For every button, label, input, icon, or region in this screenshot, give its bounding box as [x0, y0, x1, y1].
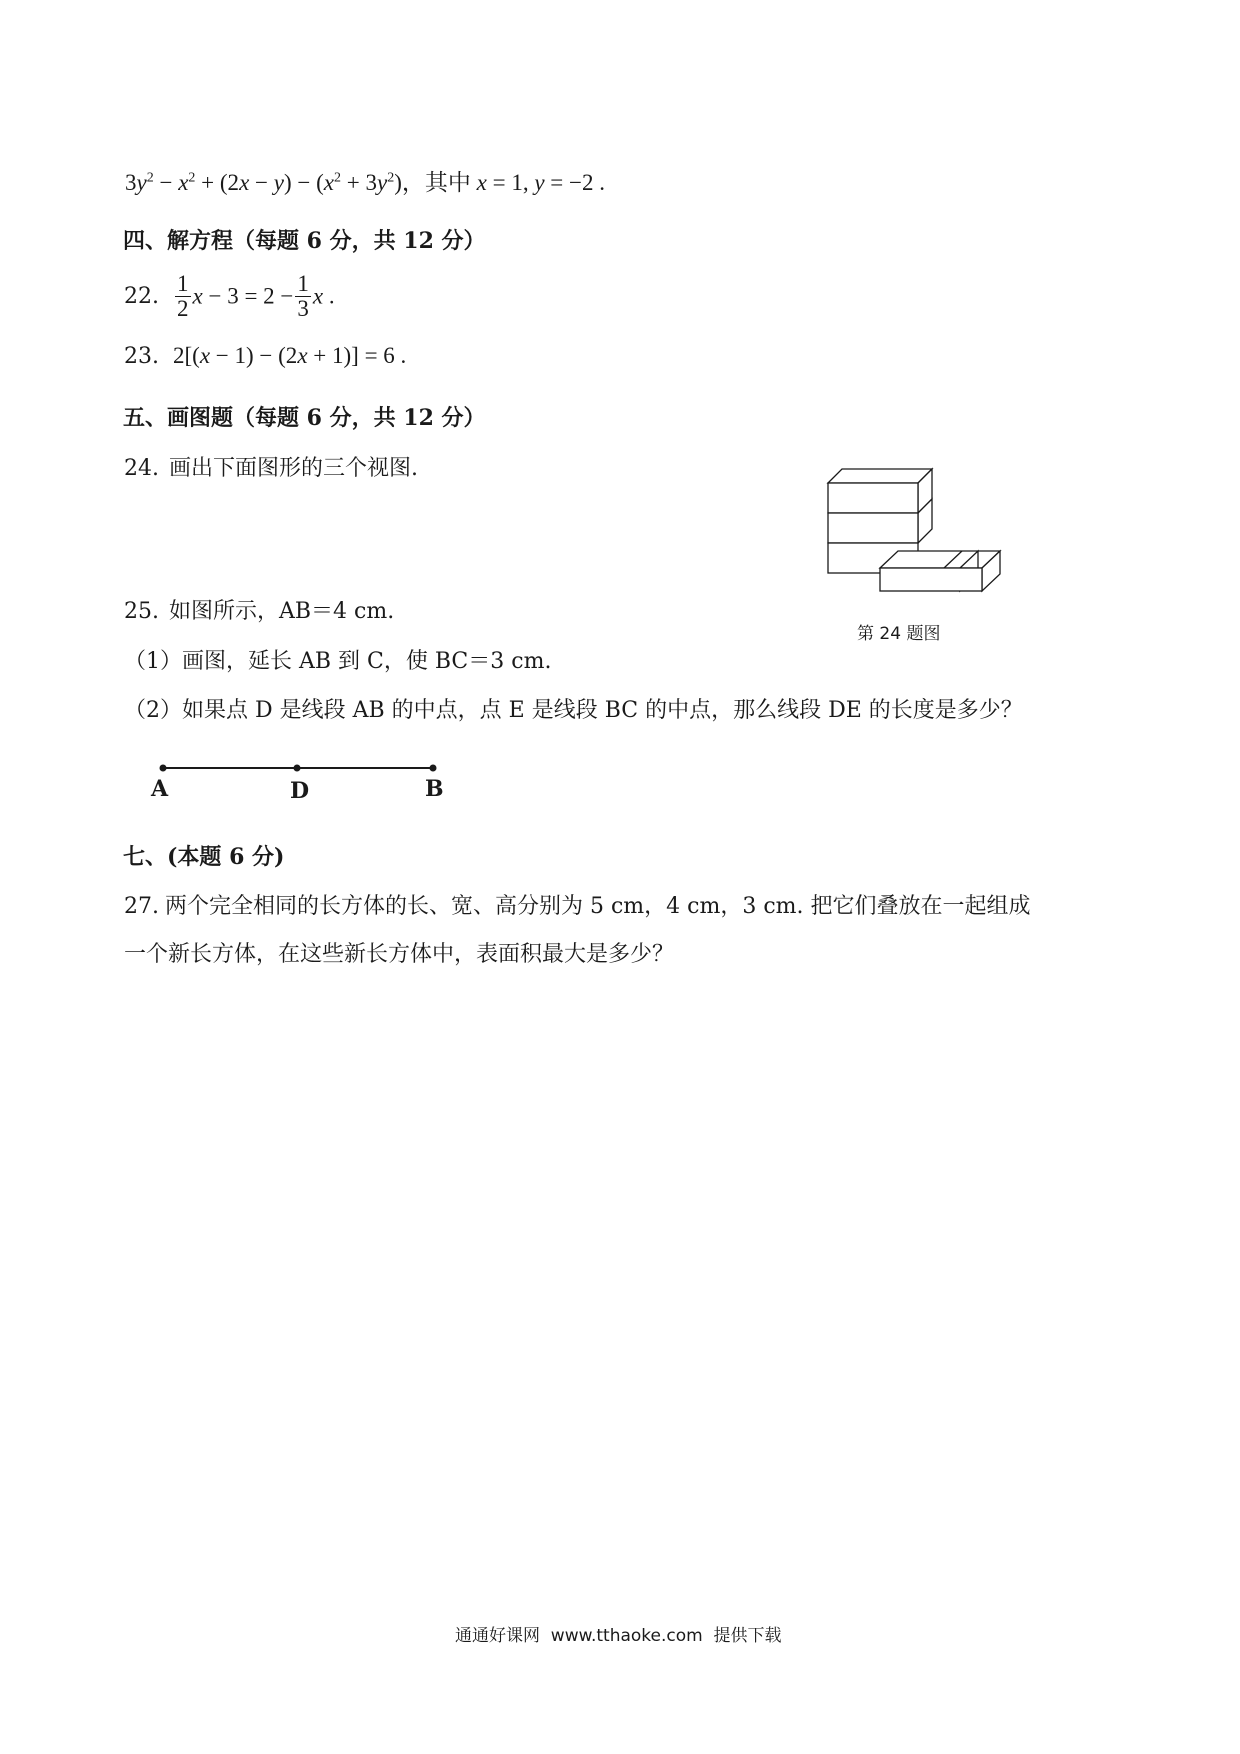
point-d — [294, 765, 301, 772]
q24-number: 24. — [124, 456, 159, 481]
label-d: D — [290, 778, 310, 804]
q27-line2: 一个新长方体，在这些新长方体中，表面积最大是多少？ — [124, 942, 675, 967]
stack-front-2 — [828, 513, 918, 543]
section7-title: 七、(本题 6 分) — [123, 844, 285, 870]
q25-part2: （2）如果点 D 是线段 AB 的中点，点 E 是线段 BC 的中点，那么线段 DE 的长度是多少？ — [124, 698, 1023, 723]
q24-text: 画出下面图形的三个视图. — [169, 456, 418, 481]
q22-number: 22. — [124, 284, 159, 310]
q22-fraction-1: $\frac{1}{2}$ — [177, 271, 189, 322]
point-b — [430, 765, 437, 772]
q25-part1: （1）画图，延长 AB 到 C，使 BC＝3 cm. — [124, 649, 552, 674]
q27-line1 — [124, 889, 1031, 920]
label-b: B — [425, 776, 444, 802]
q25-text: 如图所示，AB＝4 cm. — [169, 599, 395, 624]
q22-fraction-2: $\frac{1}{3}$ — [297, 271, 309, 322]
section4-title: 四、解方程（每题 6 分，共 12 分） — [123, 228, 486, 254]
label-a: A — [151, 776, 169, 802]
q24-caption: 第 24 题图 — [857, 624, 941, 644]
q25 — [124, 594, 394, 625]
page-footer: 通通好课网 www.tthaoke.com 提供下载 — [455, 1626, 782, 1646]
stack-top-face — [828, 469, 932, 483]
low-cuboid-top — [880, 551, 1000, 568]
section5-title: 五、画图题（每题 6 分，共 12 分） — [123, 405, 486, 431]
q25-number: 25. — [124, 599, 159, 624]
q23: 23. 2[(x − 1) − (2x + 1)] = 6 . — [124, 343, 407, 369]
q24 — [124, 451, 418, 482]
q22: 22. $\frac{1}{2}$ x − 3 = 2 − $\frac{1}{3}$ x . — [124, 271, 335, 322]
q27-text-1: 两个完全相同的长方体的长、宽、高分别为 5 cm，4 cm，3 cm. 把它们叠放在一起组成 — [165, 894, 1031, 919]
low-cuboid-front — [880, 568, 982, 591]
q21-expression: $3y^2 - x^2 + (2x - y) - (x^2 + 3y^2)$，其中 x = 1, y = −2 . — [125, 170, 605, 195]
q23-number: 23. — [124, 344, 159, 369]
q27-number: 27. — [124, 894, 159, 919]
stack-front-1 — [828, 483, 918, 513]
q24-cuboid-figure — [820, 465, 1010, 605]
point-a — [160, 765, 167, 772]
q21-prefix: 3 — [125, 170, 137, 195]
